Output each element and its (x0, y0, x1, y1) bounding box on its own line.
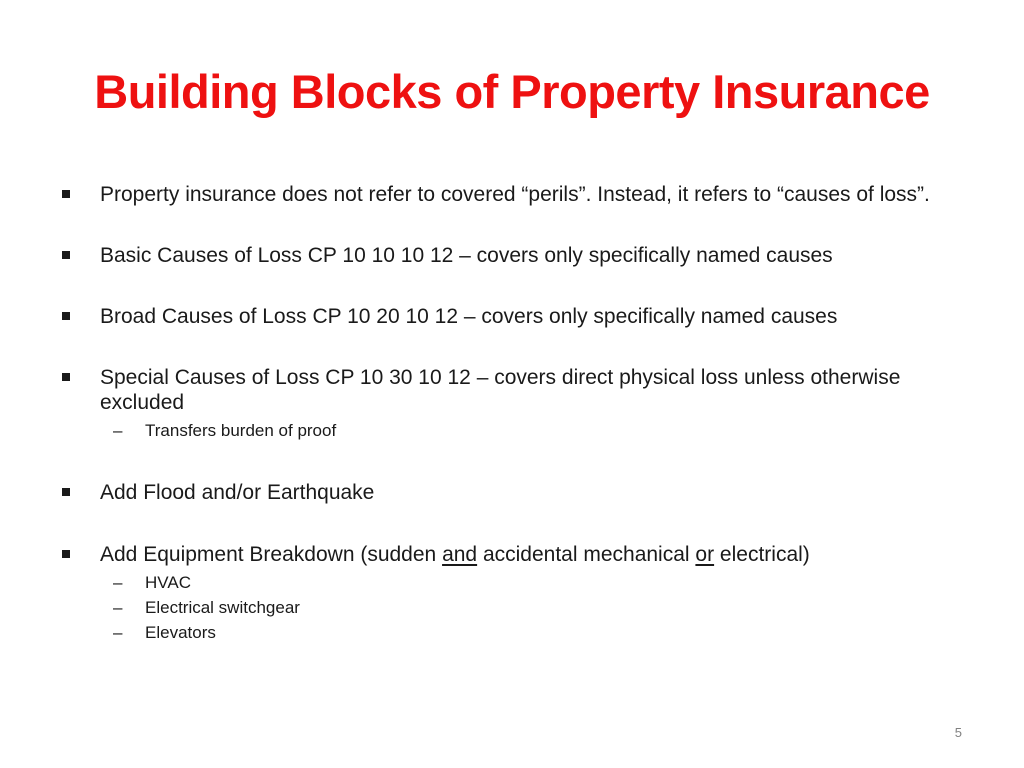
slide-title: Building Blocks of Property Insurance (94, 65, 930, 118)
dash-bullet-icon: – (113, 421, 123, 440)
sub-bullet-text: Transfers burden of proof (145, 421, 337, 440)
bullet-text-segment: electrical) (714, 543, 810, 566)
sub-bullet-item (113, 570, 982, 595)
bullet-text: Special Causes of Loss CP 10 30 10 12 – covers direct physical loss unless otherwise excluded (100, 366, 901, 414)
sub-bullet-list (113, 570, 982, 645)
bullet-list (62, 182, 982, 645)
dash-bullet-icon: – (113, 598, 123, 617)
square-bullet-icon (62, 312, 70, 320)
sub-bullet-text: HVAC (145, 573, 191, 592)
bullet-text: Basic Causes of Loss CP 10 10 10 12 – covers only specifically named causes (100, 244, 833, 267)
square-bullet-icon (62, 488, 70, 496)
square-bullet-icon (62, 190, 70, 198)
page-number: 5 (954, 725, 962, 740)
sub-bullet-item (113, 418, 982, 443)
bullet-item (62, 182, 982, 207)
sub-bullet-item (113, 595, 982, 620)
bullet-text-segment: accidental mechanical (477, 543, 696, 566)
bullet-text: Add Flood and/or Earthquake (100, 481, 375, 504)
bullet-text-segment: Add Equipment Breakdown (sudden (100, 543, 443, 566)
bullet-item (62, 480, 982, 505)
sub-bullet-list (113, 418, 982, 443)
square-bullet-icon (62, 373, 70, 381)
dash-bullet-icon: – (113, 623, 123, 642)
bullet-text: Property insurance does not refer to covered “perils”. Instead, it refers to “causes of loss”. (100, 183, 930, 206)
bullet-item (62, 542, 982, 645)
bullet-text: Broad Causes of Loss CP 10 20 10 12 – covers only specifically named causes (100, 305, 838, 328)
sub-bullet-text: Electrical switchgear (145, 598, 300, 617)
sub-bullet-text: Elevators (145, 623, 216, 642)
underlined-word: or (695, 543, 715, 566)
square-bullet-icon (62, 550, 70, 558)
bullet-text (100, 542, 982, 567)
bullet-item (62, 243, 982, 268)
bullet-item (62, 365, 982, 443)
sub-bullet-item (113, 620, 982, 645)
underlined-word: and (442, 543, 478, 566)
square-bullet-icon (62, 251, 70, 259)
bullet-item (62, 304, 982, 329)
dash-bullet-icon: – (113, 573, 123, 592)
